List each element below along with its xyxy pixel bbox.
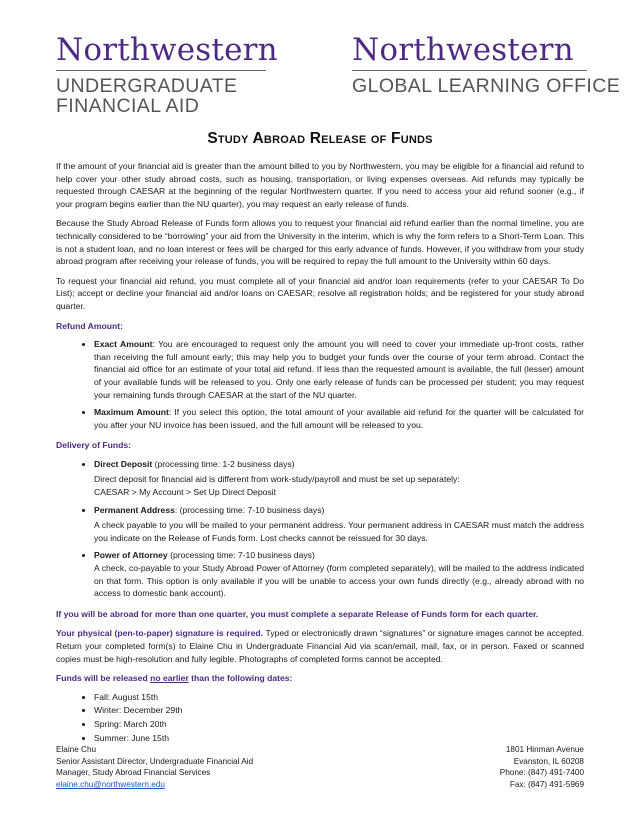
option-detail: A check, co-payable to your Study Abroad Power of Attorney (form completed separately), will be mailed to the address indicated on that form. This option is only available if you will be unable to access your own funds directly (e.g., already abroad with no access to domestic bank account). [94, 563, 584, 599]
signature-details: Typed or electronically drawn “signatures” or signature images cannot be accepted. Return your completed form(s) to Elaine Chu in Undergraduate Financial Aid via scan/email, mail, fax, or in person. Faxed or scanned copies must be high-resolution and fully legible. Photographs of completed forms cannot be accepted. [56, 628, 584, 664]
signature-requirement: Your physical (pen-to-paper) signature is required. [56, 628, 264, 639]
processing-time: : (processing time: 7-10 business days) [174, 504, 325, 515]
release-date-item: • Winter: December 29th [94, 704, 584, 717]
processing-time: (processing time: 1-2 business days) [152, 458, 295, 469]
global-learning-office-logo [352, 32, 621, 97]
multi-quarter-note: If you will be abroad for more than one quarter, you must complete a separate Release of Funds form for each quarter. [56, 608, 539, 619]
delivery-heading: Delivery of Funds: [56, 440, 131, 451]
logo-wordmark: Northwestern [352, 32, 574, 68]
option-text: : If you select this option, the total amount of your available aid refund for the quarter will be calculated for you after your NU invoice has been issued, and the full amount will be released to you. [94, 407, 584, 430]
list-item [94, 504, 584, 545]
list-item [94, 458, 584, 499]
refund-options-list [56, 338, 584, 431]
option-label: Maximum Amount [94, 407, 169, 418]
street-address: 1801 Hinman Avenue [505, 745, 584, 754]
delivery-options-list [56, 458, 584, 600]
option-label: Power of Attorney [94, 550, 168, 561]
release-heading-pre: Funds will be released [56, 673, 151, 684]
release-date-item: • Summer: June 15th [94, 732, 584, 745]
contact-email-link[interactable]: elaine.chu@northwestern.edu [56, 779, 165, 789]
release-dates-heading [56, 672, 584, 685]
option-label: Permanent Address [94, 504, 175, 515]
logo-subtitle-line2: FINANCIAL AID [56, 95, 200, 117]
logo-subtitle-line1: GLOBAL LEARNING OFFICE [352, 75, 621, 97]
document-body [56, 160, 584, 752]
option-label: Exact Amount [94, 339, 153, 350]
intro-paragraph: To request your financial aid refund, you must complete all of your financial aid and/or loan requirements (refer to your CAESAR To Do List); accept or decline your financial aid and/or loans on CAESAR; resolve all registration holds; and be registered for your study abroad quarter. [56, 275, 584, 311]
contact-title: Senior Assistant Director, Undergraduate Financial Aid [56, 756, 254, 766]
logo-subtitle-line1: UNDERGRADUATE [56, 75, 238, 97]
option-label: Direct Deposit [94, 458, 153, 469]
city-address: Evanston, IL 60208 [513, 756, 584, 766]
logo-divider [56, 70, 266, 71]
contact-person [56, 744, 253, 790]
contact-name: Elaine Chu [56, 745, 97, 754]
caesar-path: CAESAR > My Account > Set Up Direct Deposit [94, 487, 276, 498]
list-item [94, 338, 584, 401]
option-detail: A check payable to you will be mailed to your permanent address. Your permanent address in CAESAR must match the address you indicate on the Release of Funds form. Lost checks cannot be reissued for 30 days. [94, 520, 584, 543]
contact-role: Manager, Study Abroad Financial Services [56, 768, 211, 778]
intro-paragraph: If the amount of your financial aid is greater than the amount billed to you by Northwestern, you may be eligible for a financial aid refund to help cover your other study abroad costs, such as housing, transportation, or living expenses overseas. Aid refunds may typically be requested through CAESAR at the beginning of the regular Northwestern quarter. If you need to access your aid refund sooner (e.g., if your program begins earlier than the NU quarter), you may request an early release of funds. [56, 161, 584, 209]
option-text: : You are encouraged to request only the amount you will need to cover your immediate up-front costs, rather than receiving the full amount early; this may help you to budget your funds over the course of your term abroad. Contact the financial aid office for an estimate of your total aid refund. If less than the requested amount is available, the full (lesser) amount of your available funds will be released to you. Only one early release of funds can be processed per student; you may request your remaining funds through CAESAR at the start of the NU quarter. [94, 339, 584, 400]
release-heading-post: than the following dates: [188, 673, 293, 684]
processing-time: (processing time: 7-10 business days) [167, 550, 315, 561]
list-item [94, 406, 584, 431]
release-date-item: • Spring: March 20th [94, 718, 584, 731]
release-heading-emphasis: no earlier [150, 673, 189, 684]
list-item [94, 549, 584, 599]
page-title: Study Abroad Release of Funds [207, 130, 433, 147]
fax-number: Fax: (847) 491-5969 [509, 779, 584, 789]
signature-paragraph [56, 627, 584, 665]
office-address [500, 744, 584, 790]
undergraduate-financial-aid-logo [56, 32, 278, 117]
option-detail: Direct deposit for financial aid is different from work-study/payroll and must be set up separately: [94, 474, 460, 485]
release-dates-list [56, 691, 584, 744]
logo-wordmark: Northwestern [56, 32, 278, 68]
intro-paragraph: Because the Study Abroad Release of Funds form allows you to request your financial aid refund earlier than the normal timeline, you are technically considered to be “borrowing” your aid from the University in the interim, which is why the form refers to a Short-Term Loan. This is not a student loan, and no loan interest or fees will be charged for this early advance of funds. However, if you withdraw from your study abroad program after receiving your release of funds, you will be required to repay the full amount to the University within 60 days. [56, 218, 584, 267]
release-date-item: • Fall: August 15th [94, 691, 584, 704]
logo-divider [352, 70, 587, 71]
refund-amount-heading: Refund Amount: [56, 320, 123, 331]
phone-number: Phone: (847) 491-7400 [499, 768, 584, 778]
